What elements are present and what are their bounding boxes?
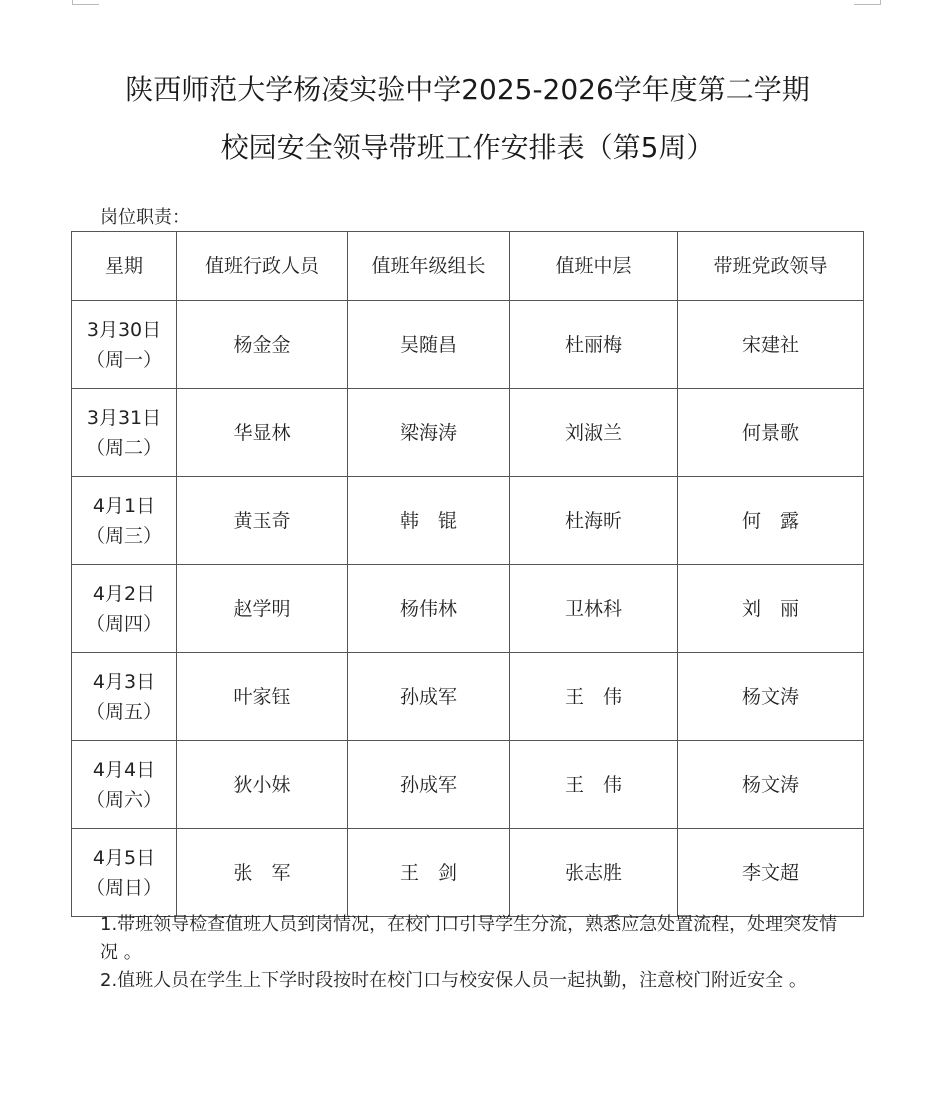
table-row <box>72 477 864 565</box>
party-leader-cell: 刘 丽 <box>678 565 864 653</box>
date-text: 4月3日 <box>92 670 156 693</box>
header-weekday: 星期 <box>72 232 177 301</box>
page-corner-mark-right <box>854 0 881 5</box>
party-leader-cell: 杨文涛 <box>678 741 864 829</box>
weekday-text: （周一） <box>85 348 162 371</box>
middle-manager-cell: 张志胜 <box>510 829 678 917</box>
duty-roster-table <box>71 231 864 917</box>
page-corner-mark-left <box>72 0 99 5</box>
admin-cell: 叶家钰 <box>177 653 348 741</box>
date-cell <box>72 653 177 741</box>
date-cell <box>72 565 177 653</box>
party-leader-cell: 杨文涛 <box>678 653 864 741</box>
admin-cell: 杨金金 <box>177 301 348 389</box>
weekday-text: （周二） <box>85 436 162 459</box>
admin-cell: 黄玉奇 <box>177 477 348 565</box>
party-leader-cell: 何景歌 <box>678 389 864 477</box>
middle-manager-cell: 刘淑兰 <box>510 389 678 477</box>
weekday-text: （周三） <box>85 524 162 547</box>
table-row <box>72 741 864 829</box>
date-text: 3月30日 <box>86 318 162 341</box>
admin-cell: 张 军 <box>177 829 348 917</box>
date-cell <box>72 829 177 917</box>
date-cell <box>72 477 177 565</box>
duty-note-2: 2.值班人员在学生上下学时段按时在校门口与校安保人员一起执勤，注意校门附近安全 。 <box>100 970 807 991</box>
grade-leader-cell: 杨伟林 <box>348 565 510 653</box>
duty-label: 岗位职责： <box>100 207 190 228</box>
table-row <box>72 653 864 741</box>
header-middle-manager: 值班中层 <box>510 232 678 301</box>
table-row <box>72 565 864 653</box>
weekday-text: （周日） <box>85 876 162 899</box>
middle-manager-cell: 杜丽梅 <box>510 301 678 389</box>
middle-manager-cell: 卫林科 <box>510 565 678 653</box>
date-text: 4月1日 <box>92 494 156 517</box>
middle-manager-cell: 杜海昕 <box>510 477 678 565</box>
grade-leader-cell: 梁海涛 <box>348 389 510 477</box>
party-leader-cell: 宋建社 <box>678 301 864 389</box>
weekday-text: （周五） <box>85 700 162 723</box>
weekday-text: （周四） <box>85 612 162 635</box>
middle-manager-cell: 王 伟 <box>510 653 678 741</box>
duty-note-1: 1.带班领导检查值班人员到岗情况，在校门口引导学生分流，熟悉应急处置流程，处理突发情况 。 <box>100 914 838 963</box>
party-leader-cell: 李文超 <box>678 829 864 917</box>
table-row <box>72 301 864 389</box>
date-text: 4月5日 <box>92 846 156 869</box>
date-cell <box>72 389 177 477</box>
date-cell <box>72 741 177 829</box>
admin-cell: 赵学明 <box>177 565 348 653</box>
admin-cell: 狄小妹 <box>177 741 348 829</box>
admin-cell: 华显林 <box>177 389 348 477</box>
document-title-line-2: 校园安全领导带班工作安排表（第5周） <box>220 131 715 164</box>
table-header-row <box>72 232 864 301</box>
middle-manager-cell: 王 伟 <box>510 741 678 829</box>
date-cell <box>72 301 177 389</box>
grade-leader-cell: 吴随昌 <box>348 301 510 389</box>
grade-leader-cell: 孙成军 <box>348 653 510 741</box>
table-row <box>72 829 864 917</box>
header-admin: 值班行政人员 <box>177 232 348 301</box>
table-row <box>72 389 864 477</box>
date-text: 3月31日 <box>86 406 162 429</box>
date-text: 4月2日 <box>92 582 156 605</box>
grade-leader-cell: 王 剑 <box>348 829 510 917</box>
header-party-leader: 带班党政领导 <box>678 232 864 301</box>
grade-leader-cell: 韩 锟 <box>348 477 510 565</box>
document-title-line-1: 陕西师范大学杨凌实验中学2025-2026学年度第二学期 <box>125 73 810 106</box>
grade-leader-cell: 孙成军 <box>348 741 510 829</box>
header-grade-leader: 值班年级组长 <box>348 232 510 301</box>
weekday-text: （周六） <box>85 788 162 811</box>
date-text: 4月4日 <box>92 758 156 781</box>
party-leader-cell: 何 露 <box>678 477 864 565</box>
